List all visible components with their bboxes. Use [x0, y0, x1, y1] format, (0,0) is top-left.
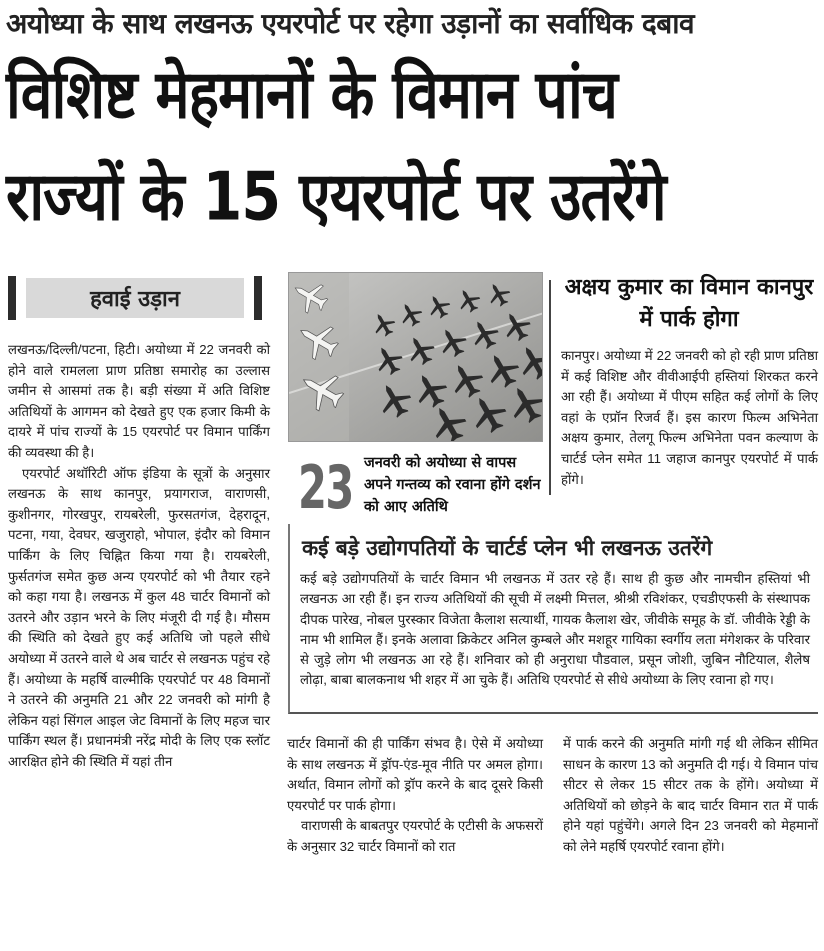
planes-photo-graphic [289, 273, 543, 442]
pull-quote-text: जनवरी को अयोध्या से वापस अपने गन्तव्य को रवाना होंगे दर्शन को आए अतिथि [364, 455, 541, 515]
industrialists-box-story [288, 524, 818, 714]
sidebar-divider [549, 280, 551, 495]
section-banner [8, 276, 262, 320]
main-story-paragraph: में पार्क करने की अनुमति मांगी गई थी लेकिन सीमित साधन के कारण 13 को अनुमति दी गई। ये विमान पांच सीटर से लेकर 15 सीटर तक के होंगे। अयोध्या में अतिथियों को छोड़ने के बाद चार्टर विमान रात में पार्क होने यहां पहुंचेंगे। अगले दिन 23 जनवरी को मेहमानों को लेने महर्षि एयरपोर्ट रवाना होंगे। [563, 736, 818, 854]
main-story-paragraph: एयरपोर्ट अथॉरिटी ऑफ इंडिया के सूत्रों के अनुसार लखनऊ के साथ कानपुर, प्रयागराज, वाराणसी, कुशीनगर, गोरखपुर, रायबरेली, फुरसतगंज, देहरादून, पटना, गया, देवघर, खजुराहो, भोपाल, इंदौर को विमान पार्किंग के लिए चिह्नित किया गया है। रायबरेली, फुर्सतगंज समेत कुछ अन्य एयरपोर्ट को भी तैयार रहने को कहा गया है। लखनऊ में कुल 48 चार्टर विमानों को उतरने और उड़ान भरने के लिए मंजूरी दी गई है। मौसम की स्थिति को देखते हुए कई अतिथि जो पहले सीधे अयोध्या में उतरने वाले थे अब चार्टर से लखनऊ पहुंच रहे हैं। अयोध्या के महर्षि वाल्मीकि एयरपोर्ट पर 48 विमानों ने उतरने की अनुमति 21 और 22 जनवरी को मांगी है लेकिन यहां सिंगल आइल जेट विमानों के लिए महज चार पार्किंग स्थल हैं। प्रधानमंत्री नरेंद्र मोदी के लिए एक स्लॉट आरक्षित होने की स्थिति में यहां तीन [8, 465, 270, 769]
sidebar-story [561, 346, 818, 490]
sidebar-paragraph: कानपुर। अयोध्या में 22 जनवरी को हो रही प्राण प्रतिष्ठा में कई विशिष्ट और वीवीआईपी हस्तियां शिरकत करने आ रही हैं। अयोध्या में पीएम सहित कई लोगों के लिए वहां के एप्रॉन रिजर्व हैं। इस कारण फिल्म अभिनेता अक्षय कुमार, तेलगू फिल्म अभिनेता पवन कल्याण के चार्टर्ड प्लेन समेत 11 जहाज कानपुर एयरपोर्ट में पार्क होंगे। [561, 348, 818, 487]
pull-quote-number: 23 [298, 454, 353, 523]
box-story-body [300, 569, 810, 691]
section-banner-label: हवाई उड़ान [26, 278, 244, 318]
pull-quote [288, 452, 543, 524]
banner-left-bar [8, 276, 16, 320]
main-headline-line-2: राज्यों के 15 एयरपोर्ट पर उतरेंगे [6, 156, 666, 236]
main-story-paragraph: वाराणसी के बाबतपुर एयरपोर्ट के एटीसी के अफसरों के अनुसार 32 चार्टर विमानों को रात [287, 818, 543, 854]
sidebar-headline: अक्षय कुमार का विमान कानपुर में पार्क होगा [564, 275, 814, 332]
kicker-headline: अयोध्या के साथ लखनऊ एयरपोर्ट पर रहेगा उड़ानों का सर्वाधिक दबाव [6, 7, 695, 40]
airport-planes-photo [288, 272, 543, 442]
main-story-column-1 [8, 340, 270, 772]
box-story-headline: कई बड़े उद्योगपतियों के चार्टर्ड प्लेन भी लखनऊ उतरेंगे [302, 536, 713, 560]
main-story-paragraph: लखनऊ/दिल्ली/पटना, हिटी। अयोध्या में 22 जनवरी को होने वाले रामलला प्राण प्रतिष्ठा समारोह का उल्लास जमीन से आसमां तक है। बड़ी संख्या में अति विशिष्ट अतिथियों के आगमन को देखते हुए एक हजार किमी के दायरे में पांच राज्यों के 15 एयरपोर्ट पर विमान पार्किंग की व्यवस्था की है। [8, 342, 270, 460]
main-story-paragraph: चार्टर विमानों की ही पार्किंग संभव है। ऐसे में अयोध्या के साथ लखनऊ में ड्रॉप-एंड-मूव नीति पर अमल होगा। अर्थात, विमान लोगों को ड्रॉप करने के बाद दूसरे किसी एयरपोर्ट पर पार्क होगा। [287, 736, 543, 813]
banner-right-bar [254, 276, 262, 320]
box-story-paragraph: कई बड़े उद्योगपतियों के चार्टर विमान भी लखनऊ में उतर रहे हैं। साथ ही कुछ और नामचीन हस्तियां भी लखनऊ आ रही हैं। इन राज्य अतिथियों की सूची में लक्ष्मी मित्तल, श्रीश्री रविशंकर, एचडीएफसी के संस्थापक दीपक पारेख, नोबल पुरस्कार विजेता कैलाश सत्यार्थी, गायक कैलाश खेर, जीवीके समूह के डॉ. जीवीके रेड्डी के नाम भी शामिल हैं। इनके अलावा क्रिकेटर अनिल कुम्बले और मशहूर गायिका स्वर्गीय लता मंगेशकर के परिवार से जुड़े लोग भी लखनऊ आ रहे हैं। शनिवार को ही अनुराधा पौडवाल, प्रसून जोशी, जुबिन नौटियाल, शैलेष लोढ़ा, बाबा बालकनाथ भी शहर में आ चुके हैं। अतिथि एयरपोर्ट से सीधे अयोध्या के लिए रवाना हो गए। [300, 571, 810, 688]
main-story-column-2 [287, 734, 543, 858]
main-headline-line-1: विशिष्ट मेहमानों के विमान पांच [6, 54, 618, 134]
main-story-column-3 [563, 734, 818, 858]
